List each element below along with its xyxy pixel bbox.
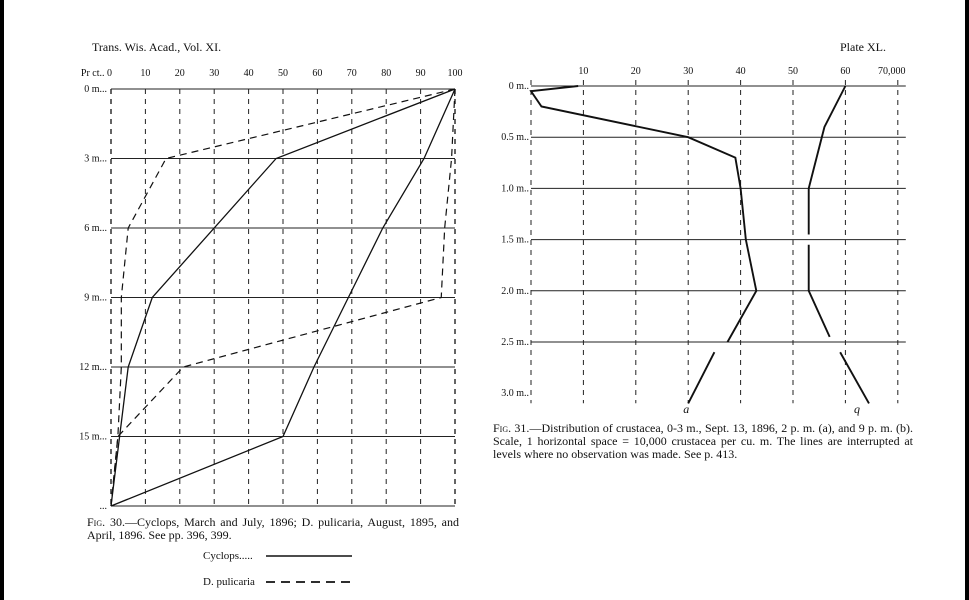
fig31-x-tick-label: 20 xyxy=(630,66,641,77)
fig30-x-tick-label: 90 xyxy=(415,68,426,79)
journal-header: Trans. Wis. Acad., Vol. XI. xyxy=(92,40,222,54)
fig30-chart xyxy=(79,68,462,512)
legend-cyclops xyxy=(203,550,253,562)
fig30-x-tick-label: 100 xyxy=(447,68,463,79)
fig30-x-tick-label: 70 xyxy=(346,68,357,79)
fig30-x-tick-label: 30 xyxy=(209,68,220,79)
fig30-x-tick-label: 60 xyxy=(312,68,323,79)
fig31-y-tick-label: 1.0 m.. xyxy=(501,183,529,195)
fig31-x-tick-label: 10 xyxy=(578,66,589,77)
fig30-y-tick-label: ... xyxy=(99,501,107,512)
fig31-y-tick-label: 0.5 m.. xyxy=(501,132,529,144)
fig31-x-tick-label: 50 xyxy=(788,66,798,77)
fig31-chart xyxy=(501,66,906,416)
fig31-mark-q: q xyxy=(853,402,860,416)
legend-pulicaria xyxy=(203,576,255,588)
fig30-y-tick-label: 0 m... xyxy=(84,84,107,95)
fig31-caption xyxy=(493,422,913,461)
fig30-y-tick-label: 3 m... xyxy=(84,153,107,165)
fig30-x-tick-label: 50 xyxy=(278,68,288,79)
fig30-y-tick-label: 12 m... xyxy=(79,362,107,373)
fig30-x-tick-label: 40 xyxy=(243,68,254,79)
fig31-caption-label: Fig. 31. xyxy=(493,421,530,435)
fig30-caption-text: —Cyclops, March and July, 1896; D. pulicaria, August, 1895, and April, 1896. See pp. 396, 399. xyxy=(87,515,459,542)
fig31-mark-a: a xyxy=(683,402,690,416)
fig31-x-tick-label: 60 xyxy=(840,66,851,77)
fig30-x-tick-label: 80 xyxy=(381,68,392,79)
fig31-x-tick-label: 70,000 xyxy=(878,66,906,77)
legend-cyclops-label: Cyclops..... xyxy=(203,550,253,562)
fig31-caption-text: —Distribution of crustacea, 0-3 m., Sept. 13, 1896, 2 p. m. (a), and 9 p. m. (b). Scale, 1 horizontal space = 10,000 crustacea per cu. m. The lines are interrupted at levels where no observation was made. See p. 413. xyxy=(493,421,913,461)
legend-pulicaria-label: D. pulicaria xyxy=(203,576,255,588)
fig31-y-tick-label: 2.0 m.. xyxy=(501,285,529,297)
fig31-y-tick-label: 2.5 m.. xyxy=(501,337,529,348)
plate-header: Plate XL. xyxy=(840,40,886,54)
fig30-y-tick-label: 6 m... xyxy=(84,223,107,234)
fig30-caption-label: Fig. 30. xyxy=(87,515,125,529)
fig30-x-tick-label: Pr ct.. 0 xyxy=(80,68,112,79)
fig30-y-tick-label: 9 m... xyxy=(84,292,107,304)
fig31-series-q-line xyxy=(809,86,846,234)
fig30-y-tick-label: 15 m... xyxy=(79,431,107,443)
fig30-x-tick-label: 10 xyxy=(140,68,151,79)
fig31-series-a-line xyxy=(688,352,714,403)
fig31-series-a-line xyxy=(531,86,756,342)
fig31-x-tick-label: 40 xyxy=(735,66,746,77)
fig30-x-tick-label: 20 xyxy=(174,68,185,79)
fig31-x-tick-label: 30 xyxy=(683,66,694,77)
fig30-caption xyxy=(87,516,459,542)
fig31-y-tick-label: 3.0 m.. xyxy=(501,388,529,400)
fig31-y-tick-label: 1.5 m.. xyxy=(501,234,529,246)
fig31-y-tick-label: 0 m.. xyxy=(508,81,529,92)
fig31-series-q-line xyxy=(840,352,869,403)
